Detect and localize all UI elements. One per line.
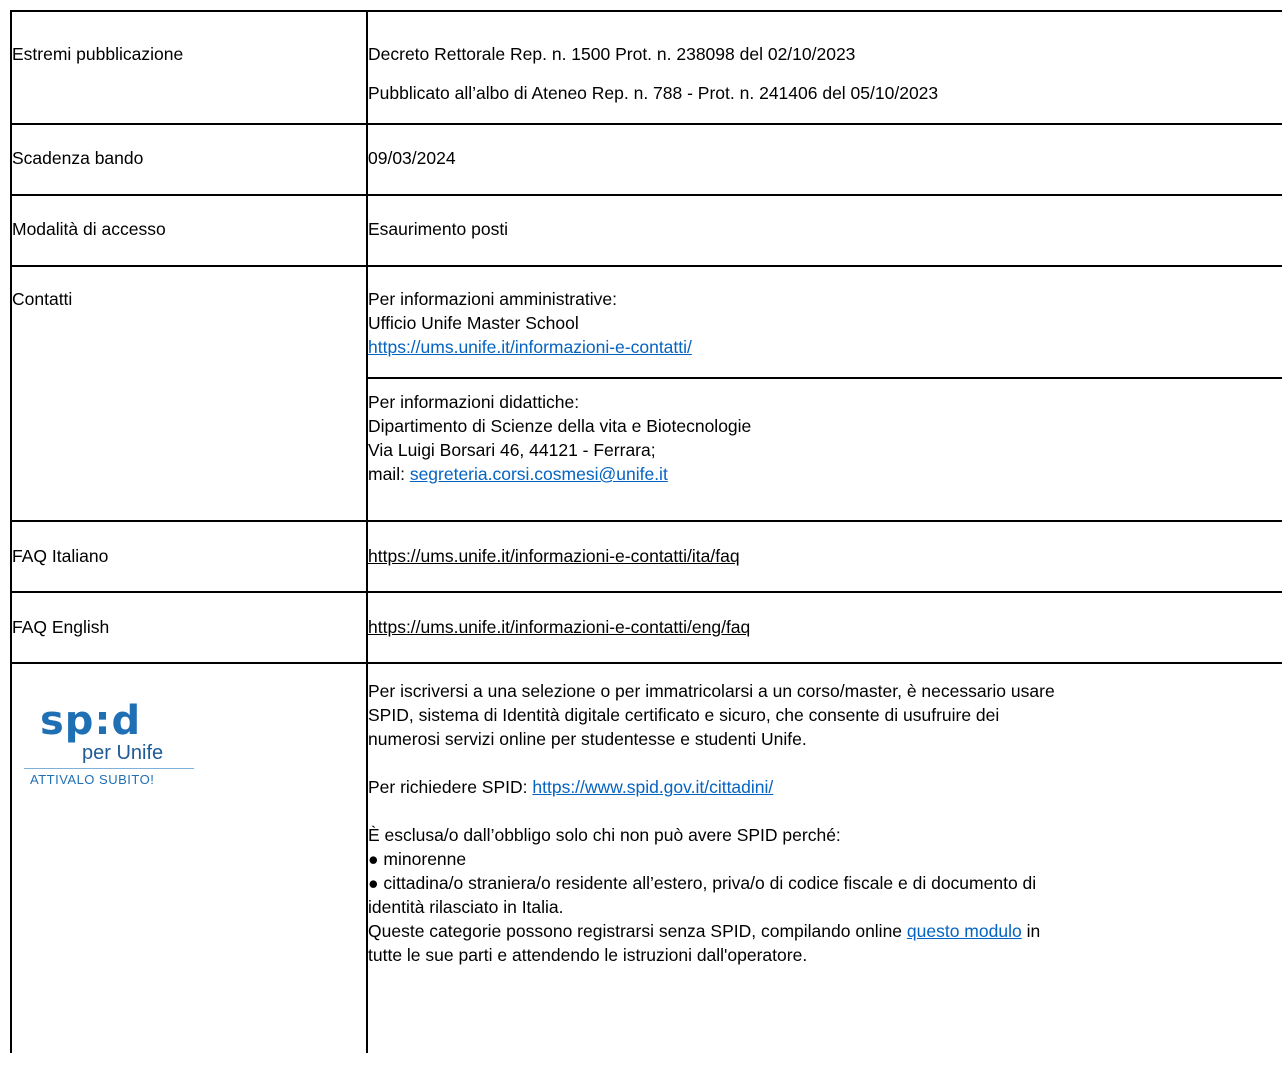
spid-logo-sub: per Unife — [82, 742, 164, 764]
spid-request-link[interactable]: https://www.spid.gov.it/cittadini/ — [532, 777, 774, 797]
spid-final-prefix: Queste categorie possono registrarsi senza SPID, compilando online — [368, 921, 907, 941]
spid-bullet-2-l2: identità rilasciato in Italia. — [368, 897, 564, 917]
value-cell — [367, 266, 1282, 378]
modalita-label: Modalità di accesso — [12, 219, 166, 239]
did-dept: Dipartimento di Scienze della vita e Biotecnologie — [368, 416, 752, 436]
spid-bullet-1: ● minorenne — [368, 849, 467, 869]
faq-en-label: FAQ English — [12, 617, 110, 637]
row-scadenza — [11, 124, 1282, 195]
value-cell — [367, 11, 1282, 124]
label-cell — [11, 521, 367, 592]
label-cell — [11, 266, 367, 521]
label-cell — [11, 195, 367, 266]
spid-logo-word: sp:d — [40, 698, 142, 744]
spid-final-suffix: in — [1021, 921, 1041, 941]
mail-link[interactable]: segreteria.corsi.cosmesi@unife.it — [409, 464, 668, 484]
value-cell — [367, 663, 1282, 1053]
row-modalita — [11, 195, 1282, 266]
faq-it-link[interactable]: https://ums.unife.it/informazioni-e-contatti/ita/faq — [368, 546, 740, 566]
spid-req-prefix: Per richiedere SPID: — [368, 777, 533, 797]
mail-prefix: mail: — [368, 464, 410, 484]
spid-module-link[interactable]: questo modulo — [906, 921, 1022, 941]
value-cell — [367, 378, 1282, 521]
scadenza-value: 09/03/2024 — [368, 148, 456, 168]
estremi-label: Estremi pubblicazione — [12, 44, 184, 64]
albo-text: Pubblicato all’albo di Ateneo Rep. n. 788 - Prot. n. 241406 del 05/10/2023 — [368, 83, 939, 103]
spid-excl-title: È esclusa/o dall’obbligo solo chi non può avere SPID perché: — [368, 825, 841, 845]
spid-logo — [12, 688, 192, 798]
spid-p1-l2: SPID, sistema di Identità digitale certificato e sicuro, che consente di usufruire dei — [368, 705, 1000, 725]
spid-p1-l3: numerosi servizi online per studentesse e studenti Unife. — [368, 729, 807, 749]
info-table — [10, 10, 1282, 1053]
admin-title: Per informazioni amministrative: — [368, 289, 617, 309]
spid-bullet-2-l1: ● cittadina/o straniera/o residente all’estero, priva/o di codice fiscale e di documento di — [368, 873, 1037, 893]
did-title: Per informazioni didattiche: — [368, 392, 580, 412]
spid-logo-rule — [24, 768, 194, 769]
admin-office: Ufficio Unife Master School — [368, 313, 579, 333]
modalita-value: Esaurimento posti — [368, 219, 509, 239]
value-cell — [367, 124, 1282, 195]
value-cell — [367, 592, 1282, 663]
admin-contact-link[interactable]: https://ums.unife.it/informazioni-e-contatti/ — [368, 337, 692, 357]
label-cell — [11, 124, 367, 195]
row-contatti-admin — [11, 266, 1282, 378]
row-faq-en — [11, 592, 1282, 663]
label-cell — [11, 663, 367, 1053]
value-cell — [367, 195, 1282, 266]
label-cell — [11, 11, 367, 124]
decreto-text: Decreto Rettorale Rep. n. 1500 Prot. n. 238098 del 02/10/2023 — [368, 44, 856, 64]
value-cell — [367, 521, 1282, 592]
spid-final-l2: tutte le sue parti e attendendo le istruzioni dall'operatore. — [368, 945, 808, 965]
label-cell — [11, 592, 367, 663]
row-estremi — [11, 11, 1282, 124]
did-address: Via Luigi Borsari 46, 44121 - Ferrara; — [368, 440, 656, 460]
faq-it-label: FAQ Italiano — [12, 546, 109, 566]
scadenza-label: Scadenza bando — [12, 148, 144, 168]
spid-logo-cta: ATTIVALO SUBITO! — [30, 772, 155, 787]
row-spid — [11, 663, 1282, 1053]
contatti-label: Contatti — [12, 289, 73, 309]
spid-p1-l1: Per iscriversi a una selezione o per immatricolarsi a un corso/master, è necessario usare — [368, 681, 1055, 701]
row-faq-it — [11, 521, 1282, 592]
faq-en-link[interactable]: https://ums.unife.it/informazioni-e-contatti/eng/faq — [368, 617, 751, 637]
